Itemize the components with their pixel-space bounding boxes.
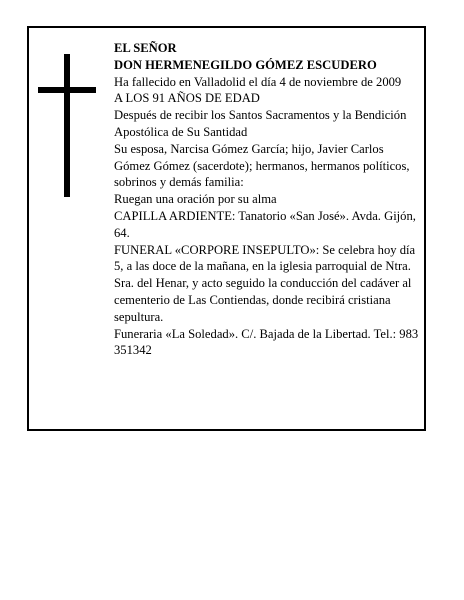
death-info: Ha fallecido en Valladolid el día 4 de noviembre de 2009 (114, 74, 402, 89)
title-line: EL SEÑOR (114, 41, 177, 55)
cross-horizontal-bar (38, 87, 96, 93)
funeral-info: FUNERAL «CORPORE INSEPULTO»: Se celebra hoy día 5, a las doce de la mañana, en la iglesia parroquial de Ntra. Sra. del Henar, y acto seguido la conducción del cadáver al cementerio de Las Contiendas, donde recibirá cristiana sepultura. (114, 242, 416, 324)
deceased-name: DON HERMENEGILDO GÓMEZ ESCUDERO (114, 57, 377, 72)
age-line: A LOS 91 AÑOS DE EDAD (114, 91, 260, 106)
family-line: Su esposa, Narcisa Gómez García; hijo, Javier Carlos Gómez Gómez (sacerdote); hermanos, hermanos políticos, sobrinos y demás familia: (114, 141, 410, 190)
cross-vertical-bar (64, 54, 70, 197)
prayer-request: Ruegan una oración por su alma (114, 192, 277, 207)
latin-cross-icon (38, 54, 96, 197)
funeral-home-info: Funeraria «La Soledad». C/. Bajada de la Libertad. Tel.: 983 351342 (114, 326, 419, 358)
obituary-text (114, 40, 422, 359)
chapel-info: CAPILLA ARDIENTE: Tanatorio «San José». Avda. Gijón, 64. (114, 208, 416, 240)
sacraments-line: Después de recibir los Santos Sacramentos y la Bendición Apostólica de Su Santidad (114, 108, 407, 139)
